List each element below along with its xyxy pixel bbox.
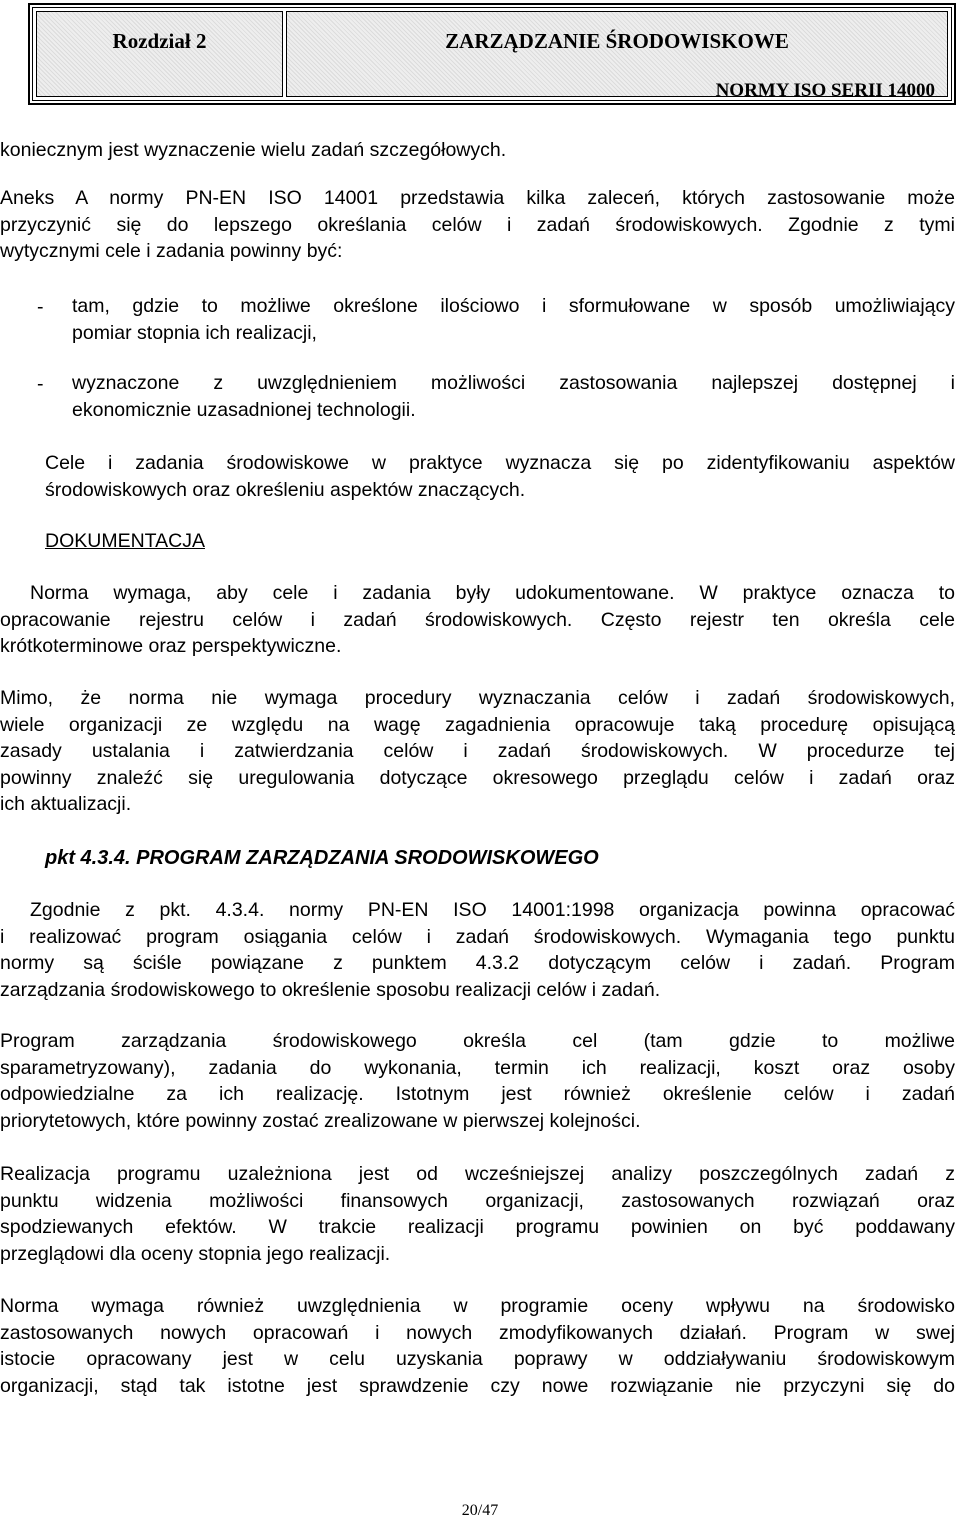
paragraph-line: ich aktualizacji. xyxy=(0,793,132,815)
paragraph-line: opracowanie rejestru celów i zadań środowiskowych. Często rejestr ten określa cele xyxy=(0,608,955,631)
list-item xyxy=(72,370,955,423)
paragraph-line: przeglądowi dla oceny stopnia jego realizacji. xyxy=(0,1242,391,1265)
section-heading: pkt 4.3.4. PROGRAM ZARZĄDZANIA SRODOWISKOWEGO xyxy=(45,847,599,869)
paragraph-line: punktu widzenia możliwości finansowych organizacji, zastosowanych rozwiązań oraz xyxy=(0,1189,955,1212)
paragraph-program-requirements xyxy=(0,897,955,1003)
paragraph-line: spodziewanych efektów. W trakcie realizacji programu powinien on być poddawany xyxy=(0,1216,955,1238)
paragraph-documentation xyxy=(0,580,955,660)
page-header xyxy=(28,3,956,105)
paragraph-line: odpowiedzialne za ich realizację. Istotnym jest również określenie celów i zadań xyxy=(0,1083,955,1105)
series-subtitle: NORMY ISO SERII 14000 xyxy=(715,80,935,101)
paragraph-annex xyxy=(0,185,955,265)
paragraph-line: Realizacja programu uzależniona jest od wcześniejszej analizy poszczególnych zadań z xyxy=(0,1163,955,1185)
list-item-line: ekonomicznie uzasadnionej technologii. xyxy=(72,398,416,421)
list-item-line: tam, gdzie to możliwe określone ilościowo i sformułowane w sposób umożliwiający xyxy=(72,295,955,317)
paragraph-program-definition xyxy=(0,1028,955,1134)
paragraph-line: powinny znaleźć się uregulowania dotyczące okresowego przeglądu celów i zadań oraz xyxy=(0,766,955,789)
paragraph-line: Norma wymaga również uwzględnienia w programie oceny wpływu na środowisko xyxy=(0,1295,955,1317)
paragraph-line: Zgodnie z pkt. 4.3.4. normy PN-EN ISO 14001:1998 organizacja powinna opracować xyxy=(30,899,955,921)
section-title: ZARZĄDZANIE ŚRODOWISKOWE xyxy=(445,29,789,53)
paragraph-program-realization xyxy=(0,1161,955,1267)
paragraph-line: zasady ustalania i zatwierdzania celów i zadań środowiskowych. W procedurze tej xyxy=(0,740,955,762)
list-dash: - xyxy=(37,296,44,318)
paragraph-line: wiele organizacji ze względu na wagę zagadnienia opracowuje taką procedurę opisującą xyxy=(0,713,955,736)
paragraph-line: zastosowanych nowych opracowań i nowych zmodyfikowanych działań. Program w swej xyxy=(0,1321,955,1344)
documentation-heading: DOKUMENTACJA xyxy=(45,530,205,552)
header-frame xyxy=(32,7,952,101)
chapter-label: Rozdział 2 xyxy=(112,29,207,53)
paragraph-aspects xyxy=(45,450,955,503)
paragraph-line: Aneks A normy PN-EN ISO 14001 przedstawia kilka zaleceń, których zastosowanie może xyxy=(0,187,955,209)
paragraph-line: zarządzania środowiskowego to określenie sposobu realizacji celów i zadań. xyxy=(0,978,661,1001)
paragraph-line: Mimo, że norma nie wymaga procedury wyznaczania celów i zadań środowiskowych, xyxy=(0,687,955,709)
list-item xyxy=(72,293,955,346)
paragraph-line: wytycznymi cele i zadania powinny być: xyxy=(0,240,343,262)
paragraph-line: organizacji, stąd tak istotne jest sprawdzenie czy nowe rozwiązanie nie przyczyni się do xyxy=(0,1374,955,1397)
paragraph-line: Program zarządzania środowiskowego określa cel (tam gdzie to możliwe xyxy=(0,1030,955,1052)
paragraph-line: przyczynić się do lepszego określania celów i zadań środowiskowych. Zgodnie z tymi xyxy=(0,213,955,236)
paragraph-line: normy są ściśle powiązane z punktem 4.3.2 dotyczącym celów i zadań. Program xyxy=(0,952,955,974)
paragraph-line: sparametryzowany), zadania do wykonania, termin ich realizacji, koszt oraz osoby xyxy=(0,1056,955,1079)
list-item-line: wyznaczone z uwzględnieniem możliwości zastosowania najlepszej dostępnej i xyxy=(72,372,955,394)
paragraph-line: środowiskowych oraz określeniu aspektów znaczących. xyxy=(45,478,526,501)
paragraph-line: istocie opracowany jest w celu uzyskania poprawy w oddziaływaniu środowiskowym xyxy=(0,1348,955,1370)
list-item-line: pomiar stopnia ich realizacji, xyxy=(72,321,317,344)
paragraph-line: priorytetowych, które powinny zostać zrealizowane w pierwszej kolejności. xyxy=(0,1109,641,1132)
header-section-cell xyxy=(286,11,948,101)
paragraph-line: Cele i zadania środowiskowe w praktyce wyznacza się po zidentyfikowaniu aspektów xyxy=(45,452,955,474)
paragraph-intro: koniecznym jest wyznaczenie wielu zadań szczegółowych. xyxy=(0,139,507,161)
paragraph-line: krótkoterminowe oraz perspektywiczne. xyxy=(0,635,342,657)
paragraph-procedure xyxy=(0,685,955,818)
header-chapter-cell xyxy=(36,11,283,97)
paragraph-line: i realizować program osiągania celów i zadań środowiskowych. Wymagania tego punktu xyxy=(0,925,955,948)
paragraph-impact-assessment xyxy=(0,1293,955,1399)
list-dash: - xyxy=(37,373,44,395)
page-number: 20/47 xyxy=(461,1502,499,1519)
paragraph-line: Norma wymaga, aby cele i zadania były udokumentowane. W praktyce oznacza to xyxy=(30,582,955,604)
